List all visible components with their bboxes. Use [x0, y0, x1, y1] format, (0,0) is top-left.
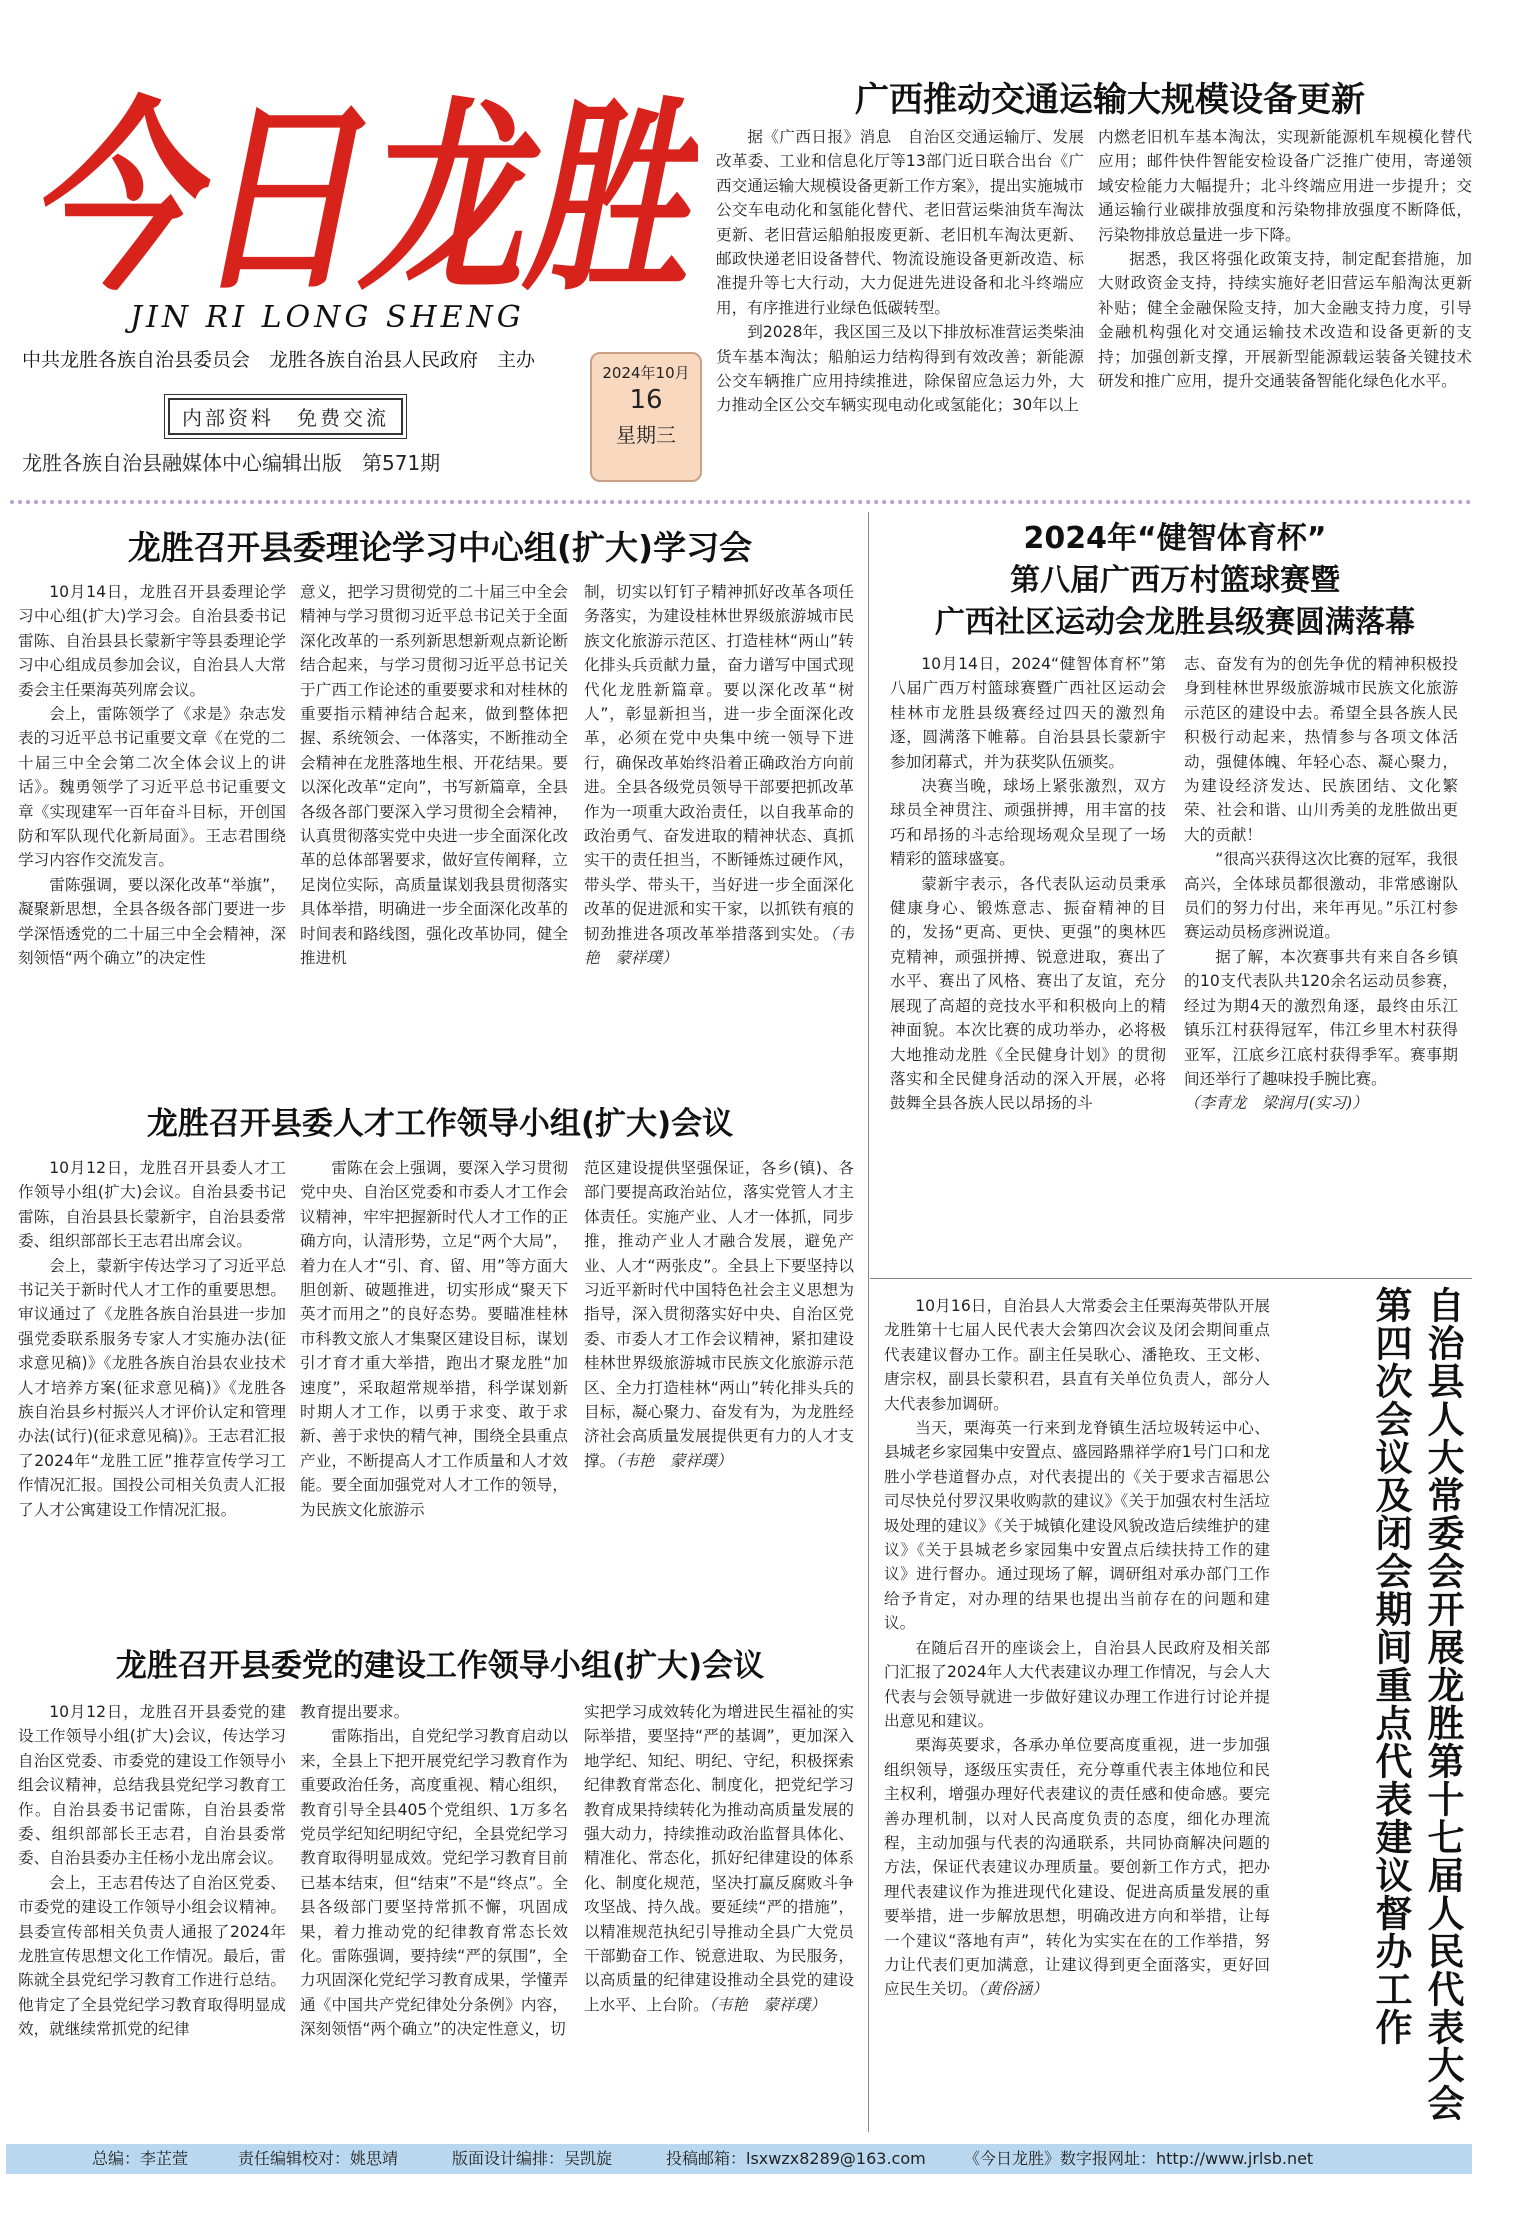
column-rule	[868, 512, 869, 2132]
paragraph: 10月12日，龙胜召开县委党的建设工作领导小组(扩大)会议，传达学习自治区党委、市委党的建设工作领导小组会议精神，总结我县党纪学习教育工作。自治县委书记雷陈，自治县委常委、组织部部长王志君，自治县委常委、自治县委办主任杨小龙出席会议。	[18, 1703, 286, 1868]
party-col-2	[300, 1700, 568, 2130]
paragraph: 教育提出要求。	[300, 1703, 410, 1721]
paragraph: 雷陈在会上强调，要深入学习贯彻党中央、自治区党委和市委人才工作会议精神，牢牢把握新时代人才工作的正确方向，认清形势，立足“两个大局”，着力在人才“引、育、留、用”等方面大胆创新、破题推进，切实形成“聚天下英才而用之”的良好态势。要瞄准桂林市科教文旅人才集聚区建设目标，谋划引才育才重大举措，跑出才聚龙胜“加速度”，采取超常规举措，科学谋划新时期人才工作，以勇于求变、敢于求新、善于求快的精气神，围绕全县重点产业，不断提高人才工作质量和人才效能。要全面加强党对人才工作的领导，为民族文化旅游示	[300, 1159, 568, 1519]
masthead-sponsor: 中共龙胜各族自治县委员会 龙胜各族自治县人民政府 主办	[22, 349, 536, 371]
basketball-headline-line-2: 第八届广西万村篮球赛暨	[1010, 563, 1340, 598]
paragraph: 决赛当晚，球场上紧张激烈，双方球员全神贯注、顽强拼搏，用丰富的技巧和昂扬的斗志给现场观众呈现了一场精彩的篮球盛宴。	[890, 777, 1166, 869]
paragraph: 雷陈指出，自党纪学习教育启动以来，全县上下把开展党纪学习教育作为重要政治任务，高度重视、精心组织，教育引导全县405个党组织、1万多名党员学纪知纪明纪守纪，全县党纪学习教育取得明显成效。党纪学习教育目前已基本结束，但“结束”不是“终点”。全县各级部门要坚持常抓不懈，巩固成果，着力推动党的纪律教育常态长效化。雷陈强调，要持续“严的氛围”，全力巩固深化党纪学习教育成果，学懂弄通《中国共产党纪律处分条例》内容，深刻领悟“两个确立”的决定性意义，切	[300, 1727, 568, 2039]
byline: （韦艳 蒙祥璞）	[584, 924, 854, 968]
theory-col-3	[584, 580, 854, 1072]
paragraph: 会上，雷陈领学了《求是》杂志发表的习近平总书记重要文章《在党的二十届三中全会第二次全体会议上的讲话》。魏勇领学了习近平总书记重要文章《实现建军一百年奋斗目标，开创国防和军队现代化新局面》。王志君围绕学习内容作交流发言。	[18, 705, 286, 870]
paragraph: 据《广西日报》消息 自治区交通运输厅、发展改革委、工业和信息化厅等13部门近日联合出台《广西交通运输大规模设备更新工作方案》，提出实施城市公交车电动化和氢能化替代、老旧营运柴油货车淘汰更新、老旧营运船舶报废更新、老旧机车淘汰更新、邮政快递老旧设备替代、物流设施设备更新改造、标准提升等七大行动，大力促进先进设备和北斗终端应用，有序推进行业绿色低碳转型。	[716, 128, 1084, 317]
date-day: 16	[629, 385, 663, 415]
footer-site: 《今日龙胜》数字报网址：http://www.jrlsb.net	[964, 2149, 1314, 2168]
byline: （黄俗涵）	[977, 1980, 1048, 1999]
paragraph: 雷陈强调，要以深化改革“举旗”，凝聚新思想，全县各级各部门要进一步学深悟透党的二十届三中全会精神，深刻领悟“两个确立”的决定性	[18, 875, 286, 968]
issue-date-box	[590, 352, 702, 482]
party-col-3	[584, 1700, 854, 2130]
paragraph: 栗海英要求，各承办单位要高度重视，进一步加强组织领导，逐级压实责任，充分尊重代表主体地位和民主权利，增强办理好代表建议的责任感和使命感。要完善办理机制，以对人民高度负责的态度，细化办理流程，主动加强与代表的沟通联系，共同协商解决问题的方法，保证代表建议办理质量。要创新工作方式，把办理代表建议作为推进现代化建设、促进高质量发展的重要举措，进一步解放思想，明确改进方向和举措，让每一个建议“落地有声”，转化为实实在在的工作举措，努力让代表们更加满意，让建议得到更全面落实，更好回应民生关切。	[884, 1736, 1270, 1999]
masthead-logo	[18, 70, 698, 300]
paragraph: 在随后召开的座谈会上，自治县人民政府及相关部门汇报了2024年人大代表建议办理工作情况，与会人大代表与会领导就进一步做好建议办理工作进行讨论并提出意见和建议。	[884, 1638, 1270, 1730]
paragraph: 当天，栗海英一行来到龙脊镇生活垃圾转运中心、县城老乡家园集中安置点、盛园路鼎祥学府1号门口和龙胜小学巷道督办点，对代表提出的《关于要求吉福思公司尽快兑付罗汉果收购款的建议》《关于加强农村生活垃圾处理的建议》《关于城镇化建设风貌改造后续维护的建议》《关于县城老乡家园集中安置点后续扶持工作的建议》进行督办。通过现场了解，调研组对承办部门工作给予肯定，对办理的结果也提出当前存在的问题和建议。	[884, 1419, 1270, 1633]
byline: （李青龙 梁润月(实习)）	[1184, 1094, 1368, 1113]
basketball-headline-line-3: 广西社区运动会龙胜县级赛圆满落幕	[935, 605, 1415, 640]
paragraph: 意义，把学习贯彻党的二十届三中全会精神与学习贯彻习近平总书记关于全面深化改革的一系列新思想新观点新论断结合起来，与学习贯彻习近平总书记关于广西工作论述的重要要求和对桂林的重要指示精神结合起来，做到整体把握、系统领会、一体落实，不断推动全会精神在龙胜落地生根、开花结果。要以深化改革“定向”，书写新篇章，全县各级各部门要深入学习贯彻全会精神，认真贯彻落实党中央进一步全面深化改革的总体部署要求，做好宣传阐释，立足岗位实际，高质量谋划我县贯彻落实具体举措，明确进一步全面深化改革的时间表和路线图，强化改革协同，健全推进机	[300, 583, 568, 968]
footer-design: 版面设计编排：吴凯旋	[452, 2149, 613, 2168]
npc-body	[884, 1294, 1270, 2134]
basketball-col-1	[890, 652, 1166, 1272]
byline: （韦艳 蒙祥璞）	[615, 1451, 733, 1470]
paragraph: 会上，王志君传达了自治区党委、市委党的建设工作领导小组会议精神。县委宣传部相关负责人通报了2024年龙胜宣传思想文化工作情况。最后，雷陈就全县党纪学习教育工作进行总结。他肯定了全县党纪学习教育取得明显成效，就继续常抓党的纪律	[18, 1873, 286, 2039]
masthead-pinyin: JIN RI LONG SHENG	[130, 300, 525, 335]
talent-col-1	[18, 1156, 286, 1626]
svg-text:今日龙胜: 今日龙胜	[28, 79, 698, 300]
byline: （韦艳 蒙祥璞）	[708, 1995, 826, 2014]
basketball-col-2	[1184, 652, 1458, 1272]
paragraph: 据了解，本次赛事共有来自各乡镇的10支代表队共120余名运动员参赛，经过为期4天的激烈角逐，最终由乐江镇乐江村获得冠军，伟江乡里木村获得亚军，江底乡江底村获得季军。赛事期间还举行了趣味投手腕比赛。	[1184, 947, 1458, 1088]
talent-headline: 龙胜召开县委人才工作领导小组(扩大)会议	[146, 1106, 734, 1142]
theory-headline: 龙胜召开县委理论学习中心组(扩大)学习会	[127, 528, 753, 567]
talent-col-2	[300, 1156, 568, 1626]
date-year-month: 2024年10月	[602, 364, 690, 382]
guangxi-col-1	[716, 125, 1084, 418]
paragraph: 志、奋发有为的创先争优的精神积极投身到桂林世界级旅游城市民族文化旅游示范区的建设中去。希望全县各族人民积极行动起来，热情参与各项文体活动，强健体魄、年轻心态、凝心聚力，为建设经济发达、民族团结、文化繁荣、社会和谐、山川秀美的龙胜做出更大的贡献！	[1184, 655, 1458, 844]
basketball-headline	[880, 518, 1470, 644]
paragraph: 据悉，我区将强化政策支持，制定配套措施，加大财政资金支持，持续实施好老旧营运车船淘汰更新补贴；健全金融保险支持，加大金融支持力度，引导金融机构强化对交通运输技术改造和设备更新的支持；加强创新支撑，开展新型能源载运装备关键技术研发和推广应用，提升交通装备智能化绿色化水平。	[1098, 250, 1472, 391]
paragraph: 10月16日，自治县人大常委会主任栗海英带队开展龙胜第十七届人民代表大会第四次会议及闭会期间重点代表建议督办工作。副主任吴耿心、潘艳玫、王文彬、唐宗权，副县长蒙积君，县直有关单位负责人，部分人大代表参加调研。	[884, 1297, 1270, 1413]
guangxi-col-2	[1098, 125, 1472, 393]
paragraph: 会上，蒙新宇传达学习了习近平总书记关于新时代人才工作的重要思想。审议通过了《龙胜各族自治县进一步加强党委联系服务专家人才实施办法(征求意见稿)》《龙胜各族自治县农业技术人才培养方案(征求意见稿)》《龙胜各族自治县乡村振兴人才评价认定和管理办法(试行)(征求意见稿)》。王志君汇报了2024年“龙胜工匠”推荐宣传学习工作情况汇报。国投公司相关负责人汇报了人才公寓建设工作情况汇报。	[18, 1256, 286, 1519]
paragraph: 10月12日，龙胜召开县委人才工作领导小组(扩大)会议。自治县委书记雷陈，自治县县长蒙新宇，自治县委常委、组织部部长王志君出席会议。	[18, 1159, 286, 1251]
masthead-publisher: 龙胜各族自治县融媒体中心编辑出版 第571期	[22, 451, 441, 475]
paragraph: 范区建设提供坚强保证，各乡(镇)、各部门要提高政治站位，落实党管人才主体责任。实施产业、人才一体抓，同步推，推动产业人才融合发展，避免产业、人才“两张皮”。全县上下要坚持以习近平新时代中国特色社会主义思想为指导，深入贯彻落实好中央、自治区党委、市委人才工作会议精神，紧扣建设桂林世界级旅游城市民族文化旅游示范区、全力打造桂林“两山”转化排头兵的目标，凝心聚力、奋发有为，为龙胜经济社会高质量发展提供更有力的人才支撑。	[584, 1159, 854, 1470]
paragraph: 10月14日，2024“健智体育杯”第八届广西万村篮球赛暨广西社区运动会桂林市龙胜县级赛经过四天的激烈角逐，圆满落下帷幕。自治县县长蒙新宇参加闭幕式，并为获奖队伍颁奖。	[890, 655, 1166, 771]
talent-col-3	[584, 1156, 854, 1626]
section-rule	[870, 1278, 1472, 1279]
basketball-headline-line-1: 2024年“健智体育杯”	[1023, 521, 1327, 556]
theory-col-2	[300, 580, 568, 1072]
internal-note: 内部资料 免费交流	[168, 398, 403, 435]
party-col-1	[18, 1700, 286, 2130]
section-divider	[10, 500, 1472, 504]
paragraph: “很高兴获得这次比赛的冠军，我很高兴，全体球员都很激动，非常感谢队员们的努力付出，来年再见。”乐江村参赛运动员杨彦洲说道。	[1184, 850, 1458, 942]
footer-proof: 责任编辑校对：姚思靖	[238, 2149, 399, 2168]
paragraph: 制，切实以钉钉子精神抓好改革各项任务落实，为建设桂林世界级旅游城市民族文化旅游示范区、打造桂林“两山”转化排头兵贡献力量，奋力谱写中国式现代化龙胜新篇章。要以深化改革“树人”，彰显新担当，进一步全面深化改革，必须在党中央集中统一领导下进行，确保改革始终沿着正确政治方向前进。全县各级党员领导干部要把抓改革作为一项重大政治责任，以自我革命的政治勇气、奋发进取的精神状态、真抓实干的责任担当，不断锤炼过硬作风，带头学、带头干，当好进一步全面深化改革的促进派和实干家，以抓铁有痕的韧劲推进各项改革举措落到实处。	[584, 583, 854, 943]
paragraph: 内燃老旧机车基本淘汰，实现新能源机车规模化替代应用；邮件快件智能安检设备广泛推广使用，寄递领域安检能力大幅提升；北斗终端应用进一步提升；交通运输行业碳排放强度和污染物排放强度不断降低，污染物排放总量进一步下降。	[1098, 128, 1472, 244]
paragraph: 蒙新宇表示，各代表队运动员秉承健康身心、锻炼意志、振奋精神的目的，发扬“更高、更快、更强”的奥林匹克精神，顽强拼搏、锐意进取，赛出了水平、赛出了风格、赛出了友谊，充分展现了高超的竞技水平和积极向上的精神面貌。本次比赛的成功举办，必将极大地推动龙胜《全民健身计划》的贯彻落实和全民健身活动的深入开展，必将鼓舞全县各族人民以昂扬的斗	[890, 874, 1166, 1113]
footer-editor: 总编：李芷萱	[92, 2149, 189, 2168]
footer-email: 投稿邮箱：lsxwzx8289@163.com	[666, 2149, 926, 2168]
paragraph: 实把学习成效转化为增进民生福祉的实际举措，要坚持“严的基调”，更加深入地学纪、知纪、明纪、守纪，积极探索纪律教育常态化、制度化，把党纪学习教育成果持续转化为推动高质量发展的强大动力，持续推动政治监督具体化、精准化、常态化，抓好纪律建设的体系化、制度化规范，坚决打赢反腐败斗争攻坚战、持久战。要延续“严的措施”，以精准规范执纪引导推动全县广大党员干部勤奋工作、锐意进取、为民服务，以高质量的纪律建设推动全县党的建设上水平、上台阶。	[584, 1703, 854, 2014]
date-weekday: 星期三	[616, 423, 676, 447]
paragraph: 到2028年，我区国三及以下排放标准营运类柴油货车基本淘汰；船舶运力结构得到有效改善；新能源公交车辆推广应用持续推进，除保留应急运力外，大力推动全区公交车辆实现电动化或氢能化；30年以上	[716, 323, 1084, 415]
npc-headline: 自治县人大常委会开展龙胜第十七届人民代表大会第四次会议及闭会期间重点代表建议督办工作	[1369, 1286, 1464, 2122]
party-headline: 龙胜召开县委党的建设工作领导小组(扩大)会议	[115, 1648, 765, 1684]
footer-bar	[6, 2144, 1472, 2174]
guangxi-headline: 广西推动交通运输大规模设备更新	[855, 80, 1365, 120]
theory-col-1	[18, 580, 286, 1072]
paragraph: 10月14日，龙胜召开县委理论学习中心组(扩大)学习会。自治县委书记雷陈、自治县县长蒙新宇等县委理论学习中心组成员参加会议，自治县人大常委会主任栗海英列席会议。	[18, 583, 286, 699]
